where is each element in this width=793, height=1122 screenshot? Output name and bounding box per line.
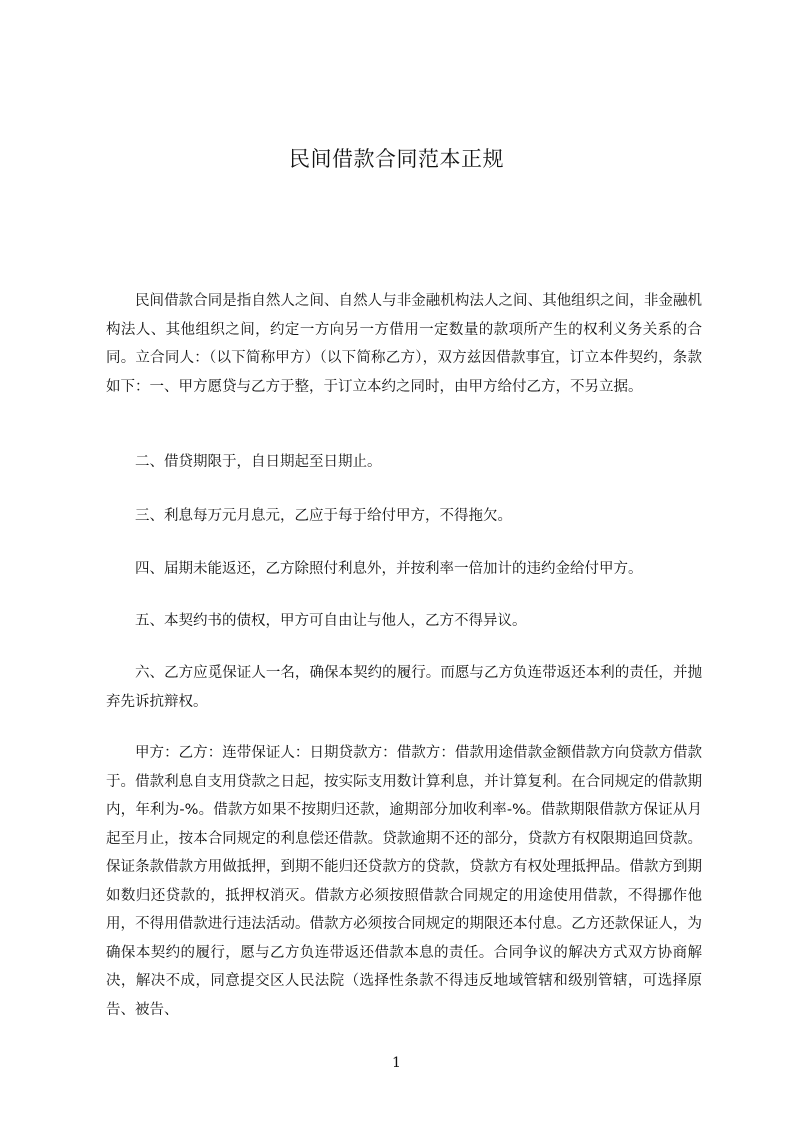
paragraph-clause-5: 五、本契约书的债权，甲方可自由让与他人，乙方不得异议。 <box>135 613 527 629</box>
paragraph-loan-terms: 甲方：乙方：连带保证人：日期贷款方：借款方：借款用途借款金额借款方向贷款方借款于。借款利息自支用贷款之日起，按实际支用数计算利息，并计算复利。在合同规定的借款期内，年利为-%。借款方如果不按期归还款，逾期部分加收利率-%。借款期限借款方保证从月起至月止，按本合同规定的利息偿还借款。贷款逾期不还的部分，贷款方有权限期追回贷款。保证条款借款方用做抵押，到期不能归还贷款方的贷款，贷款方有权处理抵押品。借款方到期如数归还贷款的，抵押权消灭。借款方必须按照借款合同规定的用途使用借款，不得挪作他用，不得用借款进行违法活动。借款方必须按合同规定的期限还本付息。乙方还款保证人，为确保本契约的履行，愿与乙方负连带返还借款本息的责任。合同争议的解决方式双方协商解决，解决不成，同意提交区人民法院（选择性条款不得违反地域管辖和级别管辖，可选择原告、被告、 <box>106 745 702 1018</box>
paragraph-clause-2: 二、借贷期限于，自日期起至日期止。 <box>135 454 382 470</box>
paragraph-intro: 民间借款合同是指自然人之间、自然人与非金融机构法人之间、其他组织之间，非金融机构法人、其他组织之间，约定一方向另一方借用一定数量的款项所产生的权利义务关系的合同。立合同人：（以下简称甲方）（以下简称乙方），双方兹因借款事宜，订立本件契约，条款如下：一、甲方愿贷与乙方于整，于订立本约之同时，由甲方给付乙方，不另立据。 <box>106 293 702 395</box>
paragraph-clause-3: 三、利息每万元月息元，乙应于每于给付甲方，不得拖欠。 <box>135 508 512 524</box>
document-title: 民间借款合同范本正规 <box>289 147 504 171</box>
paragraph-clause-6: 六、乙方应觅保证人一名，确保本契约的履行。而愿与乙方负连带返还本利的责任，并抛弃先诉抗辩权。 <box>106 665 702 710</box>
page-number: 1 <box>392 1055 401 1071</box>
paragraph-clause-4: 四、届期未能返还，乙方除照付利息外，并按利率一倍加计的违约金给付甲方。 <box>135 561 643 577</box>
